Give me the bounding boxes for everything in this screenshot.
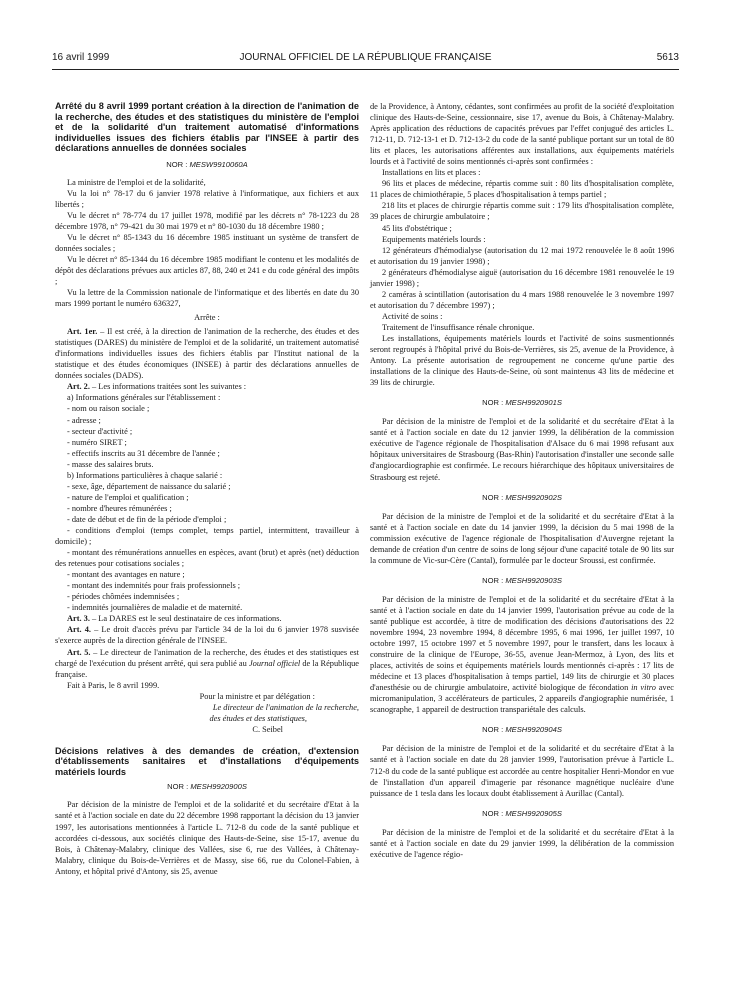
installation-item: 218 lits et places de chirurgie répartis comme suit : 179 lits d'hospitalisation complète, 39 places de chirurgie ambulatoire ; <box>370 201 674 222</box>
decision-paragraph-continued: de la Providence, à Antony, cédantes, sont confirmées au profit de la société d'exploitation clinique des Hauts-de-Seine, cessionnaire, sise 17, avenue du Bois, à Châtenay-Malabry. Après application des réductions de capacités prévues par l'effet conjugué des articles L. 712-11, D. 712-13-1 et D. 712-13-2 du code de la santé publique portant sur un total de 80 lits et places, les autorisations afférentes aux installations, aux équipements matériels lourds et à l'activité de soins mentionnés ci-après sont confirmées : <box>370 102 674 167</box>
list-item: - indemnités journalières de maladie et de maternité. <box>67 603 243 613</box>
installation-item: 96 lits et places de médecine, répartis comme suit : 80 lits d'hospitalisation complète, 11 places de chimiothérapie, 5 places d'hospitalisation à temps partiel ; <box>370 179 674 200</box>
article-2: Art. 2. – Les informations traitées sont les suivantes : <box>67 382 247 392</box>
vu-paragraph: Vu le décret n° 85-1344 du 16 décembre 1985 modifiant le contenu et les modalités de dépôt des déclarations prévues aux articles 87, 88, 240 et 241 e du code général des impôts ; <box>55 254 359 286</box>
vu-paragraph: Vu la lettre de la Commission nationale de l'informatique et des libertés en date du 30 mars 1999 portant le numéro 636327, <box>55 288 359 309</box>
header-page-number: 5613 <box>656 52 679 63</box>
signature-title: des études et des statistiques, <box>209 713 307 723</box>
vu-paragraph: Vu la loi n° 78-17 du 6 janvier 1978 relative à l'informatique, aux fichiers et aux libertés ; <box>55 188 359 209</box>
page-header <box>52 52 679 68</box>
activity-heading: Activité de soins : <box>382 311 443 321</box>
list-item: - montant des avantages en nature ; <box>67 570 185 580</box>
signature-title: Le directeur de l'animation de la recherche, <box>212 702 359 712</box>
decision-nor: NOR : MESH9920901S <box>482 398 562 408</box>
list-item: - périodes chômées indemnisées ; <box>67 592 180 602</box>
list-item: - montant des indemnités pour frais professionnels ; <box>67 581 241 591</box>
activity-item: Traitement de l'insuffisance rénale chronique. <box>382 322 535 332</box>
right-column <box>370 101 674 860</box>
list-item: - montant des rémunérations annuelles en espèces, avant (brut) et après (net) déduction des retenues pour cotisations sociales ; <box>55 548 359 569</box>
fait-line: Fait à Paris, le 8 avril 1999. <box>67 680 160 690</box>
decision-paragraph: Par décision de la ministre de l'emploi et de la solidarité et du secrétaire d'Etat à la santé et à l'action sociale en date du 14 janvier 1999, l'autorisation prévue au code de la santé publique est accordée, à titre de modification des décisions d'autorisations des 22 novembre 1994, 23 novembre 1994, 8 décembre 1995, 6 mai 1996, 1er juillet 1997, 10 octobre 1997, 15 octobre 1997 et 5 novembre 1997, pour le transfert, dans les locaux à construire de la clinique de l'Europe, 36-55, avenue Jean-Mermoz, à Lyon, des lits et places, activités de soins et équipements matériels lourds mentionnés ci-après : 17 lits de médecine et 13 places d'hospitalisation à temps partiel, 149 lits de chirurgie et 30 places d'anesthésie ou de chirurgie ambulatoire, activité biologique de fécondation in vitro avec micromanipulation, 3 accélérateurs de particules, 2 appareils d'angiographie numérisée, 1 scanographe, 1 appareil de destruction transpariétale des calculs. <box>370 594 675 715</box>
decision-nor: NOR : MESH9920900S <box>167 782 247 792</box>
installation-item: 45 lits d'obstétrique ; <box>382 223 452 233</box>
arrete-word: Arrête : <box>194 313 220 323</box>
vu-paragraph: Vu le décret n° 78-774 du 17 juillet 1978, modifié par les décrets n° 78-1223 du 28 décembre 1978, n° 79-421 du 30 mai 1979 et n° 80-1030 du 18 décembre 1980 ; <box>55 210 359 231</box>
list-item: - adresse ; <box>67 415 101 425</box>
signature-delegation: Pour la ministre et par délégation : <box>199 691 315 701</box>
header-date: 16 avril 1999 <box>52 52 110 63</box>
equipment-heading: Equipements matériels lourds : <box>382 234 486 244</box>
list-item: - nombre d'heures rémunérées ; <box>67 503 172 513</box>
decision-paragraph: Par décision de la ministre de l'emploi et de la solidarité et du secrétaire d'Etat à la santé et à l'action sociale en date du 14 janvier 1999, la décision du 5 mai 1998 de la commission exécutive de l'agence régionale de l'hospitalisation d'Auvergne rejetant la demande de création d'un centre de soins de long séjour d'une capacité totale de 90 lits sur la commune de Vic-sur-Cère (Cantal), formulée par le docteur Sroussi, est confirmée. <box>370 511 674 565</box>
article-1: Art. 1er. – Il est créé, à la direction de l'animation de la recherche, des études et des statistiques (DARES) du ministère de l'emploi et de la solidarité, un traitement automatisé d'informations individuelles issues des fichiers établis par l'Institut national de la statistique et des études économiques (INSEE) à partir des déclarations annuelles de données sociales (DADS). <box>55 327 360 381</box>
list-item: - date de début et de fin de la période d'emploi ; <box>67 514 227 524</box>
vu-paragraph: Vu le décret n° 85-1343 du 16 décembre 1985 instituant un système de transfert de données sociales ; <box>55 232 359 253</box>
decision-nor: NOR : MESH9920902S <box>482 492 562 502</box>
decision-paragraph: Par décision de la ministre de l'emploi et de la solidarité et du secrétaire d'Etat à la santé et à l'action sociale en date du 29 janvier 1999, la délibération de la commission exécutive de l'agence régio- <box>370 827 674 859</box>
equipment-item: 2 générateurs d'hémodialyse aiguë (autorisation du 16 décembre 1981 renouvelée le 19 janvier 1998) ; <box>370 267 674 288</box>
arrete-nor: NOR : MESW9910060A <box>166 159 248 169</box>
signature-name: C. Seibel <box>252 724 283 734</box>
list-item: - numéro SIRET ; <box>67 437 127 447</box>
minister-line: La ministre de l'emploi et de la solidarité, <box>67 177 206 187</box>
list-b-heading: b) Informations particulières à chaque salarié : <box>67 470 223 480</box>
installations-heading: Installations en lits et places : <box>382 168 481 178</box>
decision-paragraph: Par décision de la ministre de l'emploi et de la solidarité et du secrétaire d'Etat à la santé et à l'action sociale en date du 28 janvier 1999, l'autorisation prévue à l'article L. 712-8 du code de la santé publique est accordée au centre hospitalier Henri-Mondor en vue de l'installation d'un appareil d'imagerie par résonance magnétique nucléaire d'une puissance de 1 tesla dans les locaux doubt établissement à Aurillac (Cantal). <box>370 744 674 798</box>
decision-nor: NOR : MESH9920903S <box>482 575 562 585</box>
article-4: Art. 4. – Le droit d'accès prévu par l'article 34 de la loi du 6 janvier 1978 susvisée s'exerce auprès de la direction générale de l'INSEE. <box>55 625 360 646</box>
decision-paragraph: Par décision de la ministre de l'emploi et de la solidarité et du secrétaire d'Etat à la santé et à l'action sociale en date du 22 décembre 1998 rapportant la décision du 13 janvier 1997, les autorisations mentionnées à l'article L. 712-8 du code de la santé publique et accordées ci-dessous, aux sociétés clinique des Hauts-de-Seine, sise 15-17, avenue du Bois, à Châtenay-Malabry, clinique des Vallées, sise 6, rue des Vallées, à Châtenay-Malabry, clinique du Bois-de-Verrières et de Massy, sise 66, rue du Colonel-Fabien, à Antony, et hôpital privé d'Antony, sis 25, avenue <box>55 800 359 876</box>
list-item: - conditions d'emploi (temps complet, temps partiel, intermittent, travailleur à domicile) ; <box>55 526 359 547</box>
decision-nor: NOR : MESH9920904S <box>482 725 562 735</box>
list-a-heading: a) Informations générales sur l'établissement : <box>67 393 221 403</box>
list-item: - nature de l'emploi et qualification ; <box>67 492 189 502</box>
article-3: Art. 3. – La DARES est le seul destinataire de ces informations. <box>67 614 282 624</box>
header-rule <box>52 69 679 70</box>
left-column <box>55 101 359 877</box>
decisions-title: Décisions relatives à des demandes de création, d'extension d'établissements sanitaires et d'installations d'équipements matériels lourds <box>55 745 359 777</box>
equipment-item: 2 caméras à scintillation (autorisation du 4 mars 1988 renouvelée le 3 novembre 1997 et autorisation du 7 décembre 1997) ; <box>370 289 674 310</box>
regroupement-paragraph: Les installations, équipements matériels lourds et l'activité de soins susmentionnés seront regroupés à l'hôpital privé du Bois-de-Verrières, sis 25, avenue de la Providence, à Antony. La présente autorisation de regroupement ne concerne qu'une partie des installations de la clinique des Hauts-de-Seine, où sont maintenus 43 lits de médecine et 39 lits de chirurgie. <box>370 333 674 388</box>
decision-paragraph: Par décision de la ministre de l'emploi et de la solidarité et du secrétaire d'Etat à la santé et à l'action sociale en date du 12 janvier 1999, la délibération de la commission exécutive de l'agence régionale de l'hospitalisation d'Alsace du 6 mai 1998 refusant aux hôpitaux universitaires de Strasbourg (Bas-Rhin) l'autorisation d'installer une seconde salle d'angiocardiographie est confirmée. Le recours hiérarchique des hôpitaux universitaires de Strasbourg est rejeté. <box>370 417 674 482</box>
decision-nor: NOR : MESH9920905S <box>482 808 562 818</box>
list-item: - sexe, âge, département de naissance du salarié ; <box>67 481 231 491</box>
arrete-title: Arrêté du 8 avril 1999 portant création à la direction de l'animation de la recherche, des études et des statistiques du ministère de l'emploi et de la solidarité d'un traitement automatisé d'informations individuelles issues des fichiers établis par l'INSEE à partir des déclarations annuelles de données sociales <box>55 101 359 153</box>
equipment-item: 12 générateurs d'hémodialyse (autorisation du 12 mai 1972 renouvelée le 8 août 1996 et autorisation du 19 janvier 1998) ; <box>370 245 674 266</box>
header-journal-title: JOURNAL OFFICIEL DE LA RÉPUBLIQUE FRANÇAISE <box>239 52 492 63</box>
article-5: Art. 5. – Le directeur de l'animation de la recherche, des études et des statistiques est chargé de l'exécution du présent arrêté, qui sera publié au Journal officiel de la République française. <box>55 647 360 679</box>
list-item: - secteur d'activité ; <box>67 426 133 436</box>
list-item: - effectifs inscrits au 31 décembre de l'année ; <box>67 448 220 458</box>
list-item: - masse des salaires bruts. <box>67 459 154 469</box>
list-item: - nom ou raison sociale ; <box>67 404 150 414</box>
